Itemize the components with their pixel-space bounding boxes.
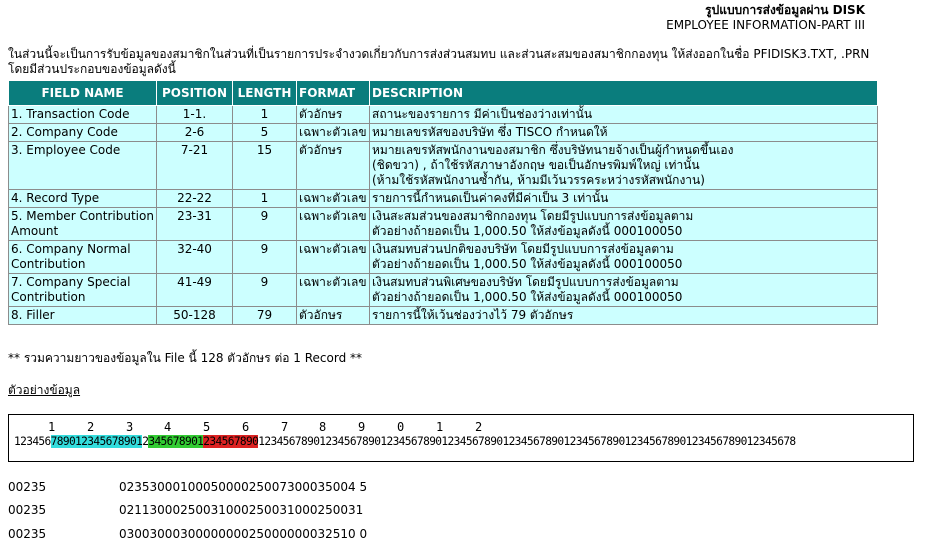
ruler-tens-label: 8	[319, 420, 327, 434]
field-name: 4. Record Type	[9, 190, 157, 208]
header-format: FORMAT	[297, 81, 370, 106]
field-position: 32-40	[157, 241, 233, 274]
record-data: 0300300030000000025000000032510 0	[119, 527, 368, 541]
record-company-code: 00235	[8, 527, 47, 541]
ruler-tens-label: 7	[281, 420, 289, 434]
header-length: LENGTH	[233, 81, 297, 106]
position-ruler	[8, 414, 914, 462]
field-position: 2-6	[157, 124, 233, 142]
field-length: 9	[233, 241, 297, 274]
digits-record-type: 2	[142, 435, 149, 448]
field-description	[370, 208, 878, 241]
total-length-note: ** รวมความยาวของข้อมูลใน File นี้ 128 ตัวอักษร ต่อ 1 Record **	[8, 351, 362, 365]
field-format: ตัวอักษร	[297, 142, 370, 190]
field-position: 41-49	[157, 274, 233, 307]
employee-code-highlight: 789012345678901	[50, 435, 143, 448]
desc-line: รายการนี้ให้เว้นช่องว่างไว้ 79 ตัวอักษร	[372, 308, 574, 322]
ruler-tens-label: 1	[436, 420, 444, 434]
digits-post: 1234567890123456789012345678901234567890123456789012345678901234567890123456789012345678	[258, 435, 796, 448]
field-length: 79	[233, 307, 297, 325]
desc-line: ตัวอย่างถ้ายอดเป็น 1,000.50 ให้ส่งข้อมูลดังนี้ 000100050	[372, 257, 683, 271]
document-header	[666, 3, 865, 33]
field-name: 1. Transaction Code	[9, 106, 157, 124]
field-format: ตัวอักษร	[297, 106, 370, 124]
field-position: 23-31	[157, 208, 233, 241]
ruler-tens-label: 3	[126, 420, 134, 434]
sample-title: ตัวอย่างข้อมูล	[8, 383, 81, 397]
record-data: 02113000250031000250031000250031	[119, 503, 364, 517]
field-description	[370, 142, 878, 190]
ruler-tens-label: 2	[87, 420, 95, 434]
field-format: เฉพาะตัวเลข	[297, 274, 370, 307]
desc-line: ตัวอย่างถ้ายอดเป็น 1,000.50 ให้ส่งข้อมูลดังนี้ 000100050	[372, 290, 683, 304]
field-format: เฉพาะตัวเลข	[297, 208, 370, 241]
desc-line: สถานะของรายการ มีค่าเป็นช่องว่างเท่านั้น	[372, 107, 593, 121]
table-row	[9, 106, 878, 124]
digits-pre: 123456	[14, 435, 51, 448]
field-length: 1	[233, 106, 297, 124]
field-name: 2. Company Code	[9, 124, 157, 142]
field-name: 5. Member Contribution Amount	[9, 208, 157, 241]
desc-line: ตัวอย่างถ้ายอดเป็น 1,000.50 ให้ส่งข้อมูลดังนี้ 000100050	[372, 224, 683, 238]
ruler-tens-label: 1	[48, 420, 56, 434]
table-row	[9, 142, 878, 190]
ruler-digits	[14, 435, 796, 448]
field-length: 9	[233, 208, 297, 241]
document-subtitle: EMPLOYEE INFORMATION-PART III	[666, 18, 865, 32]
table-row	[9, 307, 878, 325]
field-description	[370, 124, 878, 142]
field-position: 7-21	[157, 142, 233, 190]
field-length: 15	[233, 142, 297, 190]
field-description	[370, 106, 878, 124]
field-format: เฉพาะตัวเลข	[297, 190, 370, 208]
desc-line: (ห้ามใช้รหัสพนักงานซ้ำกัน, ห้ามมีเว้นวรรคระหว่างรหัสพนักงาน)	[372, 173, 705, 187]
header-field-name: FIELD NAME	[9, 81, 157, 106]
header-description: DESCRIPTION	[370, 81, 878, 106]
field-format: ตัวอักษร	[297, 307, 370, 325]
field-format: เฉพาะตัวเลข	[297, 241, 370, 274]
field-length: 9	[233, 274, 297, 307]
table-row	[9, 124, 878, 142]
desc-line: (ชิดขวา) , ถ้าใช้รหัสภาษาอังกฤษ ขอเป็นอักษรพิมพ์ใหญ่ เท่านั้น	[372, 158, 700, 172]
normal-contribution-highlight: 234567890	[203, 435, 259, 448]
desc-line: เงินสมทบส่วนปกติของบริษัท โดยมีรูปแบบการส่งข้อมูลตาม	[372, 242, 674, 256]
record-data: 0235300010005000025007300035004 5	[119, 480, 368, 494]
ruler-tens-label: 2	[475, 420, 483, 434]
field-position: 1-1.	[157, 106, 233, 124]
desc-line: หมายเลขรหัสพนักงานของสมาชิก ซึ่งบริษัทนายจ้างเป็นผู้กำหนดขึ้นเอง	[372, 143, 734, 157]
field-format: เฉพาะตัวเลข	[297, 124, 370, 142]
table-row	[9, 274, 878, 307]
field-position: 50-128	[157, 307, 233, 325]
table-header-row	[9, 81, 878, 106]
record-company-code: 00235	[8, 480, 47, 494]
header-position: POSITION	[157, 81, 233, 106]
field-description	[370, 274, 878, 307]
document-title: รูปแบบการส่งข้อมูลผ่าน DISK	[705, 3, 865, 17]
ruler-tens-label: 9	[358, 420, 366, 434]
desc-line: หมายเลขรหัสของบริษัท ซึ่ง TISCO กำหนดให้	[372, 125, 608, 139]
member-contribution-highlight: 345678901	[148, 435, 204, 448]
ruler-tens-label: 6	[242, 420, 250, 434]
field-name: 7. Company Special Contribution	[9, 274, 157, 307]
ruler-tens-label: 5	[203, 420, 211, 434]
desc-line: เงินสมทบส่วนพิเศษของบริษัท โดยมีรูปแบบการส่งข้อมูลตาม	[372, 275, 679, 289]
field-spec-table	[8, 80, 878, 325]
ruler-tens-label: 0	[397, 420, 405, 434]
desc-line: เงินสะสมส่วนของสมาชิกกองทุน โดยมีรูปแบบการส่งข้อมูลตาม	[372, 209, 694, 223]
field-name: 3. Employee Code	[9, 142, 157, 190]
table-row	[9, 241, 878, 274]
field-position: 22-22	[157, 190, 233, 208]
field-length: 1	[233, 190, 297, 208]
field-name: 6. Company Normal Contribution	[9, 241, 157, 274]
intro-line-1: ในส่วนนี้จะเป็นการรับข้อมูลของสมาชิกในส่วนที่เป็นรายการประจำงวดเกี่ยวกับการส่งส่วนสมทบ และส่วนสะสมของสมาชิกกองทุน ให้ส่งออกในชื่อ PFIDISK3.TXT, .PRN	[8, 47, 870, 61]
record-company-code: 00235	[8, 503, 47, 517]
field-description	[370, 307, 878, 325]
table-row	[9, 190, 878, 208]
intro-text	[8, 47, 928, 77]
intro-line-2: โดยมีส่วนประกอบของข้อมูลดังนี้	[8, 62, 176, 76]
field-length: 5	[233, 124, 297, 142]
desc-line: รายการนี้กำหนดเป็นค่าคงที่มีค่าเป็น 3 เท่านั้น	[372, 191, 609, 205]
table-row	[9, 208, 878, 241]
ruler-tens-label: 4	[164, 420, 172, 434]
field-description	[370, 241, 878, 274]
field-description	[370, 190, 878, 208]
field-name: 8. Filler	[9, 307, 157, 325]
